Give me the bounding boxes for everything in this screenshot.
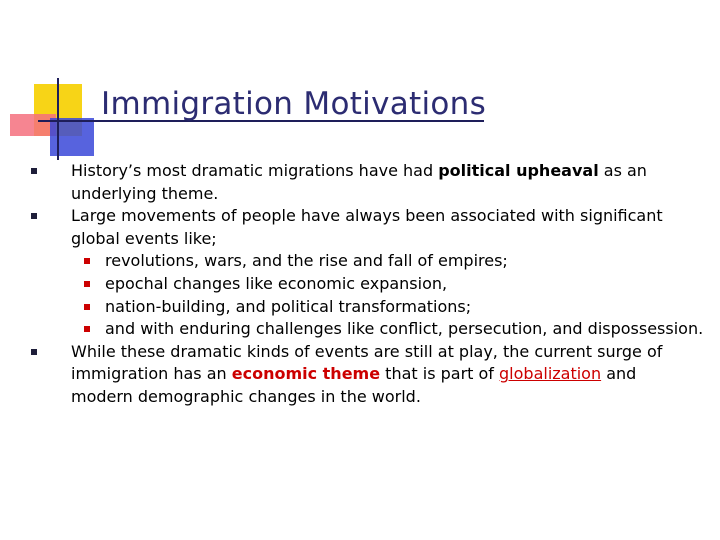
sub-bullet-marker-icon bbox=[84, 326, 90, 332]
bullet-marker-icon bbox=[31, 168, 37, 174]
sub-item-1-text: revolutions, wars, and the rise and fall of empires; bbox=[105, 251, 508, 271]
sub-item-3-text: nation-building, and political transformations; bbox=[105, 296, 472, 316]
bullet-3-text-pre: While these dramatic kinds of events are still at play, the current surge of immigration has an bbox=[71, 341, 663, 384]
slide-body bbox=[71, 160, 704, 409]
bullet-1-text-post: as an underlying theme. bbox=[71, 161, 647, 203]
sub-item-2 bbox=[71, 273, 701, 296]
sub-item-1 bbox=[71, 250, 701, 273]
bullet-item-3 bbox=[71, 341, 701, 409]
globalization-link[interactable]: globalization bbox=[499, 364, 602, 384]
bullet-2-text: Large movements of people have always been associated with significant global events like; bbox=[71, 206, 663, 248]
sub-bullet-marker-icon bbox=[84, 281, 90, 287]
sub-bullet-marker-icon bbox=[84, 304, 90, 310]
bullet-3-text-mid: that is part of bbox=[380, 364, 500, 384]
sub-item-4 bbox=[71, 318, 704, 341]
sub-item-2-text: epochal changes like economic expansion, bbox=[105, 273, 448, 293]
bullet-3-text-post: and modern demographic changes in the world. bbox=[71, 364, 637, 406]
bullet-3-emphasis: economic theme bbox=[231, 364, 381, 384]
sub-item-4-text: and with enduring challenges like conflict, persecution, and dispossession. bbox=[105, 319, 704, 339]
bullet-marker-icon bbox=[31, 213, 37, 219]
slide-title: Immigration Motivations bbox=[101, 86, 487, 122]
bullet-item-2 bbox=[71, 205, 701, 250]
decorative-vertical-rule bbox=[57, 78, 59, 160]
sub-bullet-marker-icon bbox=[84, 258, 90, 264]
bullet-1-emphasis: political upheaval bbox=[438, 161, 599, 180]
bullet-item-1 bbox=[71, 160, 701, 205]
sub-item-3 bbox=[71, 296, 701, 319]
bullet-marker-icon bbox=[31, 349, 37, 355]
bullet-1-text-pre: History’s most dramatic migrations have had bbox=[71, 161, 439, 180]
